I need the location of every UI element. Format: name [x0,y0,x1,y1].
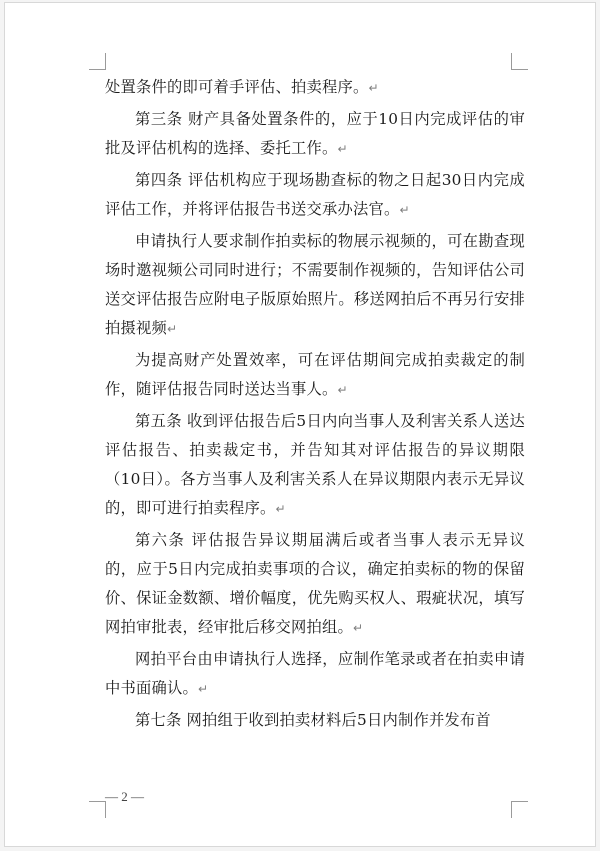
paragraph-text: 处置条件的即可着手评估、拍卖程序。 [105,78,369,96]
paragraph-mark-icon: ↵ [368,81,379,95]
margin-mark-top-left [89,53,106,70]
document-body[interactable] [105,73,525,735]
paragraph-3 [105,166,525,225]
paragraph-9 [105,706,525,735]
paragraph-8 [105,645,525,704]
paragraph-text: 第六条 评估报告异议期届满后或者当事人表示无异议的，应于5日内完成拍卖事项的合议，确定拍卖标的物的保留价、保证金数额、增价幅度，优先购买权人、瑕疵状况，填写网拍审批表，经审批后移交网拍组。 [105,531,525,636]
paragraph-text: 第七条 网拍组于收到拍卖材料后5日内制作并发布首 [135,711,491,729]
paragraph-text: 第三条 财产具备处置条件的，应于10日内完成评估的审批及评估机构的选择、委托工作。 [105,110,525,157]
paragraph-text: 第五条 收到评估报告后5日内向当事人及利害关系人送达评估报告、拍卖裁定书，并告知其对评估报告的异议期限（10日）。各方当事人及利害关系人在异议期限内表示无异议的，即可进行拍卖程序。 [105,412,525,517]
paragraph-mark-icon: ↵ [275,502,286,516]
margin-mark-bottom-right [511,801,528,818]
paragraph-text: 第四条 评估机构应于现场勘查标的物之日起30日内完成评估工作，并将评估报告书送交承办法官。 [105,171,525,218]
paragraph-mark-icon: ↵ [197,682,209,696]
document-page [4,2,596,847]
paragraph-6 [105,407,525,524]
paragraph-mark-icon: ↵ [399,203,410,217]
paragraph-4 [105,227,525,344]
paragraph-mark-icon: ↵ [337,383,348,397]
margin-mark-bottom-left [89,801,106,818]
paragraph-text: 申请执行人要求制作拍卖标的物展示视频的，可在勘查现场时邀视频公司同时进行；不需要制作视频的，告知评估公司送交评估报告应附电子版原始照片。移送网拍后不再另行安排拍摄视频 [105,232,525,337]
paragraph-7 [105,526,525,643]
paragraph-mark-icon: ↵ [167,322,178,336]
paragraph-1 [105,73,525,103]
paragraph-mark-icon: ↵ [352,621,364,635]
paragraph-text: 为提高财产处置效率，可在评估期间完成拍卖裁定的制作，随评估报告同时送达当事人。 [105,351,525,398]
paragraph-mark-icon: ↵ [337,142,348,156]
paragraph-5 [105,346,525,405]
paragraph-text: 网拍平台由申请执行人选择，应制作笔录或者在拍卖申请中书面确认。 [105,650,525,697]
paragraph-2 [105,105,525,164]
page-number: — 2 — [105,789,144,804]
margin-mark-top-right [511,53,528,70]
